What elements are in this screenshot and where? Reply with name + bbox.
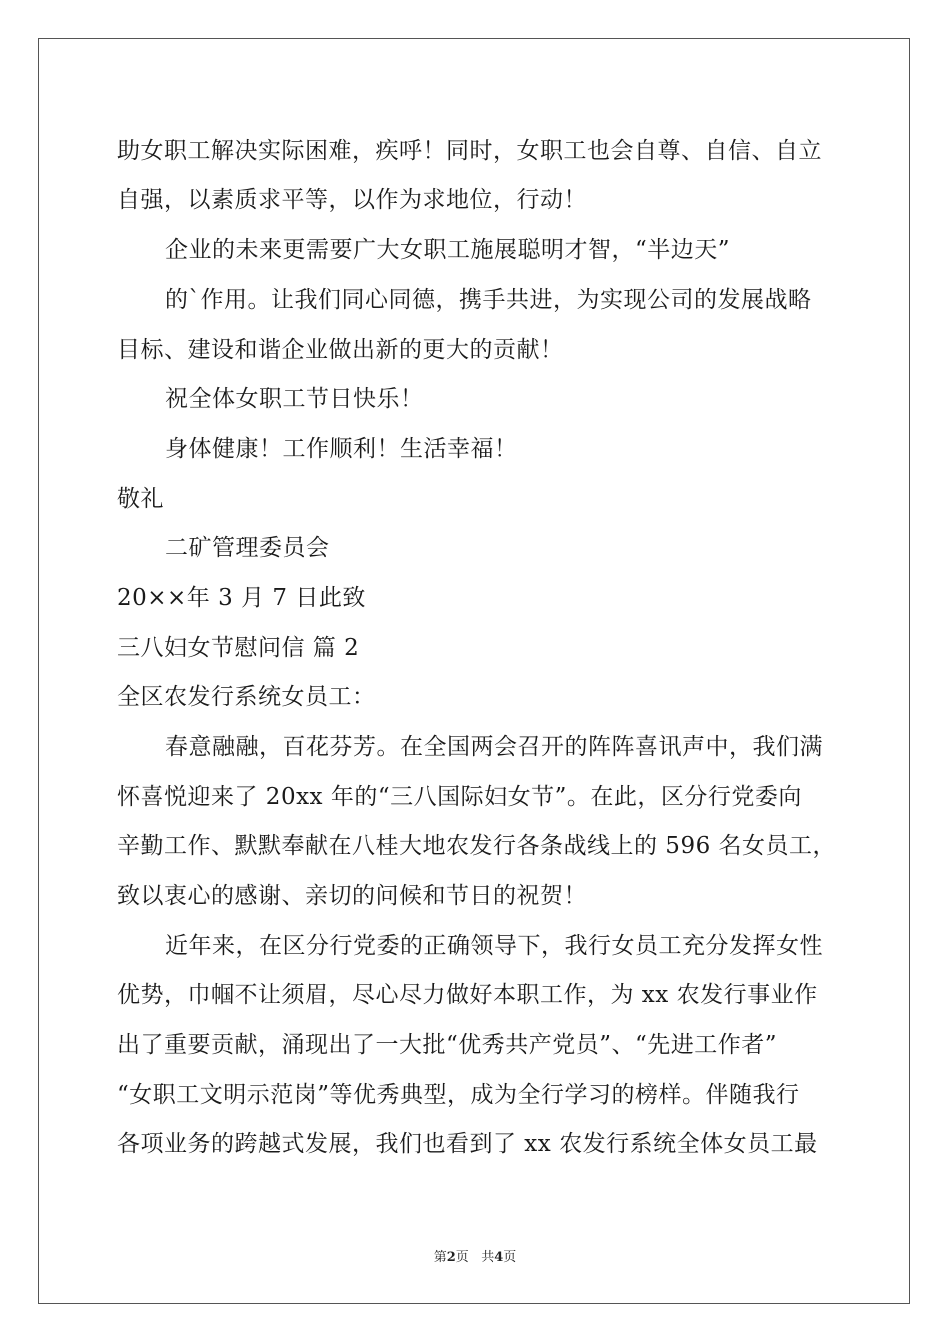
page-number: 2 bbox=[446, 1250, 456, 1265]
salutation: 敬礼 bbox=[117, 486, 164, 512]
body-line-17: 近年来，在区分行党委的正确领导下，我行女员工充分发挥女性 bbox=[165, 933, 823, 959]
total-label-prefix: 共 bbox=[481, 1250, 495, 1265]
page-label-suffix: 页 bbox=[455, 1250, 469, 1265]
body-line-2: 自强，以素质求平等，以作为求地位，行动！ bbox=[117, 187, 587, 213]
body-line-20: “女职工文明示范岗”等优秀典型，成为全行学习的榜样。伴随我行 bbox=[117, 1082, 800, 1108]
body-line-21: 各项业务的跨越式发展，我们也看到了 xx 农发行系统全体女员工最 bbox=[117, 1131, 818, 1157]
page-footer bbox=[0, 1250, 950, 1266]
body-line-3: 企业的未来更需要广大女职工施展聪明才智，“半边天” bbox=[165, 237, 731, 263]
signature-org: 二矿管理委员会 bbox=[165, 535, 330, 561]
total-label-suffix: 页 bbox=[503, 1250, 517, 1265]
greeting-line: 祝全体女职工节日快乐！ bbox=[165, 386, 424, 412]
addressee: 全区农发行系统女员工： bbox=[117, 684, 376, 710]
body-line-14: 怀喜悦迎来了 20xx 年的“三八国际妇女节”。在此，区分行党委向 bbox=[117, 784, 802, 810]
body-line-1: 助女职工解决实际困难，疾呼！同时，女职工也会自尊、自信、自立 bbox=[117, 138, 822, 164]
body-line-18: 优势，巾帼不让须眉，尽心尽力做好本职工作，为 xx 农发行事业作 bbox=[117, 982, 818, 1008]
signature-date: 20××年 3 月 7 日此致 bbox=[117, 585, 366, 611]
total-pages: 4 bbox=[494, 1250, 504, 1265]
body-line-16: 致以衷心的感谢、亲切的问候和节日的祝贺！ bbox=[117, 883, 587, 909]
page-label-prefix: 第 bbox=[433, 1250, 447, 1265]
body-line-5: 目标、建设和谐企业做出新的更大的贡献！ bbox=[117, 337, 564, 363]
page-border bbox=[38, 38, 910, 1304]
body-line-13: 春意融融，百花芬芳。在全国两会召开的阵阵喜讯声中，我们满 bbox=[165, 734, 823, 760]
section-title: 三八妇女节慰问信 篇 2 bbox=[117, 635, 360, 661]
wishes-line: 身体健康！工作顺利！生活幸福！ bbox=[165, 436, 518, 462]
body-line-19: 出了重要贡献，涌现出了一大批“优秀共产党员”、“先进工作者” bbox=[117, 1032, 778, 1058]
body-line-4: 的`作用。让我们同心同德，携手共进，为实现公司的发展战略 bbox=[165, 287, 812, 313]
body-line-15: 辛勤工作、默默奉献在八桂大地农发行各条战线上的 596 名女员工， bbox=[117, 833, 837, 859]
